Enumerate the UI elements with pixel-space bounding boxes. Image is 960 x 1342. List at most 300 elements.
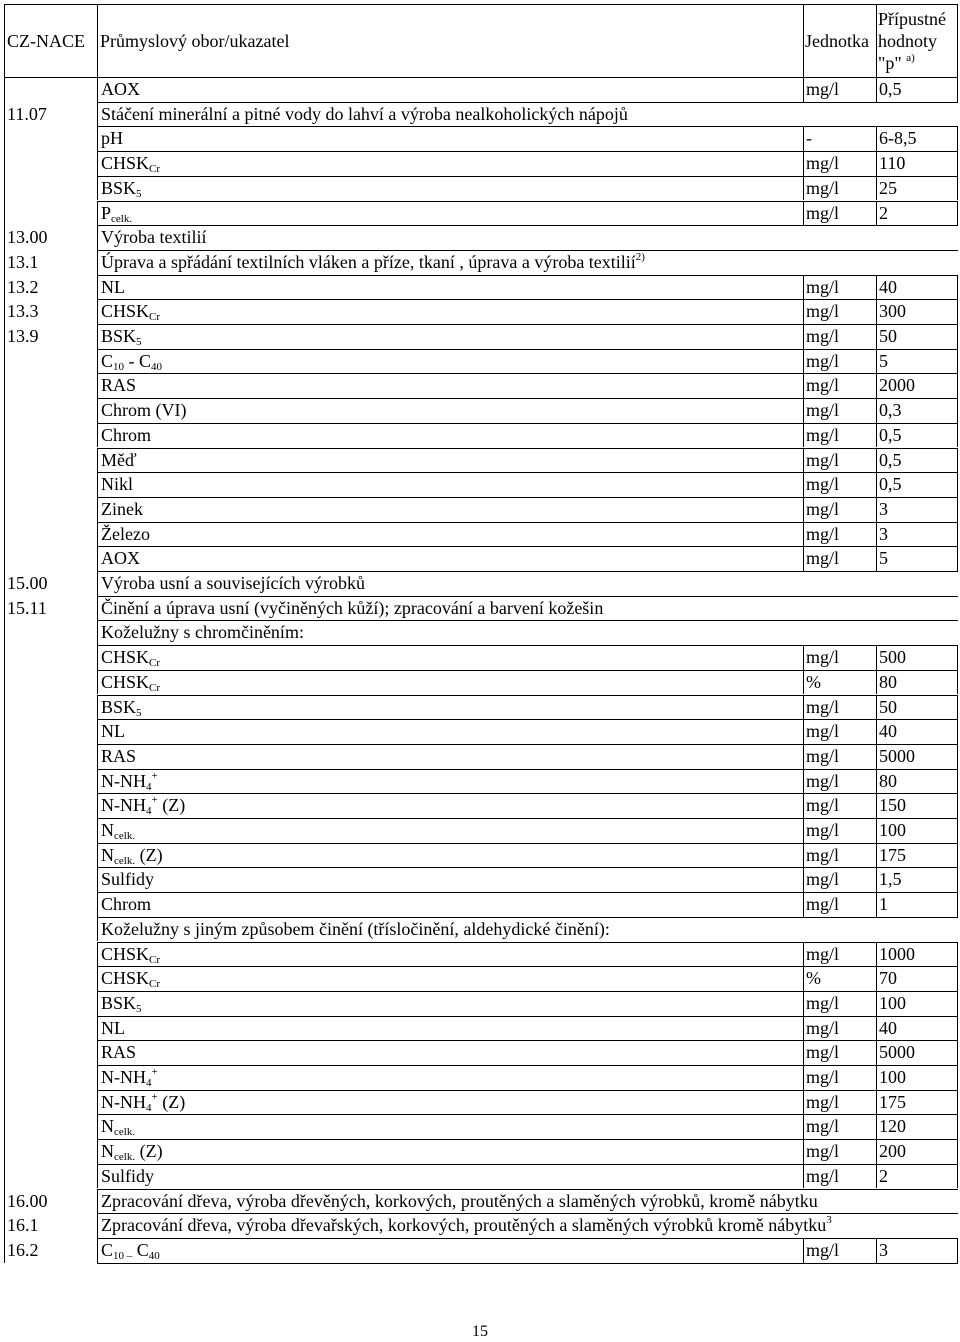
table-right-border — [957, 645, 958, 670]
row-unit: mg/l — [806, 770, 840, 791]
subscript: celk. — [114, 1151, 136, 1164]
header-cz-nace: CZ-NACE — [7, 31, 85, 51]
row-unit: mg/l — [806, 79, 840, 99]
subscript: 5 — [136, 187, 142, 200]
row-value: 80 — [879, 671, 897, 692]
header-footnote-a: a) — [906, 52, 915, 64]
table-row-label — [101, 324, 142, 348]
label-text: NL — [101, 721, 125, 742]
row-code: 15.11 — [7, 597, 47, 618]
row-unit: mg/l — [806, 1042, 840, 1063]
column-divider-code — [97, 571, 98, 596]
column-divider-code — [97, 818, 98, 843]
column-divider-value — [876, 991, 877, 1016]
column-divider-value — [876, 1065, 877, 1090]
label-text: Chrom — [101, 424, 152, 445]
table-row-label — [101, 1016, 125, 1040]
column-divider-value — [876, 497, 877, 522]
table-right-border — [957, 843, 958, 868]
row-value: 200 — [879, 1141, 906, 1162]
column-divider-value — [876, 719, 877, 744]
table-right-border — [957, 201, 958, 226]
table-right-border — [957, 299, 958, 324]
subscript: 4 — [146, 805, 152, 818]
subscript: 40 — [148, 1249, 160, 1262]
header-obor: Průmyslový obor/ukazatel — [100, 31, 290, 51]
column-divider-value — [876, 670, 877, 695]
row-unit: mg/l — [806, 745, 840, 766]
column-divider-value — [876, 349, 877, 374]
label-text: BSK — [101, 326, 137, 346]
label-text: Výroba usní a souvisejících výrobků — [101, 573, 365, 593]
label-text: NL — [101, 1017, 125, 1038]
table-right-border — [957, 472, 958, 497]
label-text: Stáčení minerální a pitné vody do lahví a výroba nealkoholických nápojů — [101, 103, 628, 124]
column-divider-code — [97, 1016, 98, 1041]
row-value: 300 — [879, 301, 906, 322]
table-row-label — [101, 571, 365, 595]
row-unit: mg/l — [806, 523, 840, 544]
table-row-label — [101, 102, 628, 126]
column-divider-code — [97, 77, 98, 102]
label-text: N — [101, 820, 114, 840]
table-row-label — [101, 151, 160, 175]
row-value: 50 — [879, 326, 897, 346]
table-row-label — [101, 1114, 135, 1138]
table-row-label — [101, 596, 603, 620]
label-text: N — [101, 1116, 114, 1137]
column-divider-code — [97, 1213, 98, 1238]
column-divider-unit — [803, 818, 804, 843]
table-right-border — [957, 892, 958, 917]
label-text: NL — [101, 276, 125, 297]
label-text: Měď — [101, 449, 137, 470]
row-unit: mg/l — [806, 820, 840, 840]
column-divider-unit — [803, 892, 804, 917]
row-value: 175 — [879, 844, 906, 865]
row-value: 175 — [879, 1091, 906, 1112]
table-right-border — [957, 522, 958, 547]
column-divider-value — [876, 398, 877, 423]
table-row-label — [101, 1189, 818, 1213]
header-p-label: "p" — [878, 53, 902, 73]
table-row-label — [101, 793, 185, 817]
row-unit: mg/l — [806, 1017, 840, 1038]
label-text: CHSK — [101, 301, 150, 322]
column-divider-value — [876, 818, 877, 843]
subscript: Cr — [149, 163, 161, 176]
table-row-label — [101, 670, 160, 694]
column-divider-unit — [803, 670, 804, 695]
column-divider-unit — [803, 176, 804, 201]
column-divider-code — [97, 472, 98, 497]
table-right-border — [957, 349, 958, 374]
subscript: 10 — [113, 360, 125, 373]
label-text: Chrom (VI) — [101, 400, 187, 421]
label-text: AOX — [101, 548, 140, 569]
table-right-border — [957, 423, 958, 448]
column-divider-unit — [803, 324, 804, 349]
row-value: 0,5 — [879, 474, 902, 495]
table-right-border — [957, 1040, 958, 1065]
column-divider-value — [876, 151, 877, 176]
table-row-label — [101, 991, 142, 1015]
table-row-label — [101, 1238, 160, 1262]
column-divider-code — [97, 275, 98, 300]
column-divider-code — [97, 126, 98, 151]
row-unit: mg/l — [806, 721, 840, 742]
table-right-border — [957, 769, 958, 794]
row-unit: mg/l — [806, 375, 840, 396]
row-unit: mg/l — [806, 894, 840, 915]
row-value: 40 — [879, 276, 897, 297]
table-row-label — [101, 522, 150, 546]
subscript: Cr — [149, 978, 161, 991]
row-value: 0,3 — [879, 400, 902, 421]
column-divider-value — [876, 373, 877, 398]
column-divider-code — [97, 670, 98, 695]
row-value: 6-8,5 — [879, 128, 917, 149]
table-row-label — [101, 1164, 154, 1188]
row-unit: mg/l — [806, 202, 840, 223]
column-divider-code — [97, 942, 98, 967]
table-top-border — [4, 4, 958, 5]
row-unit: mg/l — [806, 326, 840, 346]
table-right-border — [957, 793, 958, 818]
row-unit: mg/l — [806, 498, 840, 519]
column-divider-code — [97, 1065, 98, 1090]
row-value: 40 — [879, 721, 897, 742]
superscript: + — [151, 1090, 158, 1103]
row-value: 25 — [879, 177, 897, 198]
column-divider-value — [876, 1016, 877, 1041]
row-value: 1,5 — [879, 869, 902, 890]
label-text: CHSK — [101, 153, 150, 174]
table-row-label — [101, 719, 125, 743]
row-unit: mg/l — [806, 153, 840, 174]
column-divider-code — [97, 719, 98, 744]
header-jednotka: Jednotka — [805, 31, 869, 51]
row-unit: mg/l — [806, 400, 840, 421]
column-divider-code — [97, 620, 98, 645]
row-code: 13.3 — [7, 301, 39, 322]
row-unit: mg/l — [806, 548, 840, 569]
column-divider-code — [97, 1040, 98, 1065]
table-row-label — [101, 225, 206, 249]
table-left-border — [4, 4, 5, 1263]
subscript: 4 — [146, 1077, 152, 1089]
table-row-label — [101, 126, 123, 150]
row-unit: mg/l — [806, 992, 840, 1013]
column-divider-code — [97, 1090, 98, 1115]
column-divider-unit — [803, 448, 804, 473]
column-divider-unit — [803, 423, 804, 448]
column-divider-unit — [803, 77, 804, 102]
table-row-label — [101, 423, 151, 447]
column-divider-code — [97, 1164, 98, 1189]
column-divider-value — [876, 1090, 877, 1115]
row-unit: mg/l — [806, 1116, 840, 1137]
column-divider-unit — [803, 867, 804, 892]
row-code: 13.00 — [7, 227, 48, 248]
table-row-label — [101, 1090, 185, 1114]
superscript: + — [151, 769, 158, 782]
column-divider-code — [97, 497, 98, 522]
row-unit: mg/l — [806, 647, 840, 668]
row-unit: mg/l — [806, 177, 840, 198]
column-divider-value — [876, 448, 877, 473]
table-right-border — [957, 744, 958, 769]
header-pripustne-3 — [878, 53, 915, 73]
label-text: AOX — [101, 79, 140, 99]
subscript: 5 — [136, 1002, 142, 1015]
label-text: RAS — [101, 375, 137, 396]
subscript: 40 — [151, 360, 163, 373]
table-right-border — [957, 1065, 958, 1090]
column-divider-unit — [803, 991, 804, 1016]
table-row-label — [101, 497, 143, 521]
row-unit: mg/l — [806, 696, 840, 717]
row-value: 70 — [879, 968, 897, 989]
row-value: 2 — [879, 1165, 888, 1186]
label-text: CHSK — [101, 943, 150, 964]
label-text: Výroba textilií — [101, 227, 207, 248]
column-divider-value — [876, 942, 877, 967]
column-divider-value — [876, 843, 877, 868]
table-right-border — [957, 546, 958, 571]
table-row-label — [101, 448, 137, 472]
column-divider-unit — [803, 719, 804, 744]
table-right-border — [957, 77, 958, 102]
table-right-border — [957, 1016, 958, 1041]
column-divider-unit — [803, 472, 804, 497]
table-row-label — [101, 77, 140, 101]
superscript: + — [151, 794, 158, 807]
row-value: 3 — [879, 498, 888, 519]
row-value: 3 — [879, 1239, 888, 1260]
column-divider-code — [97, 349, 98, 374]
subscript: 5 — [136, 336, 142, 348]
table-right-border — [957, 867, 958, 892]
subscript: Cr — [149, 311, 161, 324]
column-divider-unit-header — [803, 4, 804, 77]
table-row-label — [101, 250, 645, 274]
label-text: RAS — [101, 745, 137, 766]
row-unit: mg/l — [806, 1239, 840, 1260]
row-value: 5 — [879, 548, 888, 569]
column-divider-unit — [803, 1040, 804, 1065]
column-divider-value — [876, 126, 877, 151]
table-row-label — [101, 1065, 158, 1089]
column-divider-code — [97, 423, 98, 448]
table-right-border — [957, 151, 958, 176]
row-unit: mg/l — [806, 449, 840, 470]
label-text: RAS — [101, 1042, 137, 1063]
column-divider-value — [876, 423, 877, 448]
column-divider-value — [876, 1114, 877, 1139]
table-right-border — [957, 1090, 958, 1115]
table-right-border — [957, 373, 958, 398]
table-row-label — [101, 620, 304, 644]
column-divider-unit — [803, 1090, 804, 1115]
label-text: Sulfidy — [101, 1165, 155, 1186]
column-divider-unit — [803, 966, 804, 991]
column-divider-code — [97, 324, 98, 349]
label-text: C — [101, 1239, 114, 1260]
row-value: 110 — [879, 153, 906, 174]
subscript: celk. — [114, 830, 136, 842]
column-divider-unit — [803, 769, 804, 794]
column-divider-value — [876, 966, 877, 991]
row-unit: mg/l — [806, 1165, 840, 1186]
subscript: celk. — [114, 1126, 136, 1139]
column-divider-value — [876, 201, 877, 226]
label-text: Chrom — [101, 894, 152, 915]
label-text: N — [101, 844, 114, 865]
column-divider-code — [97, 546, 98, 571]
table-row-label — [101, 349, 162, 373]
subscript: 10 – — [113, 1249, 133, 1262]
row-value: 5000 — [879, 745, 915, 766]
column-divider-value — [876, 522, 877, 547]
table-right-border — [957, 1114, 958, 1139]
row-value: 0,5 — [879, 79, 902, 99]
row-separator — [97, 126, 958, 127]
row-value: 100 — [879, 1067, 906, 1087]
row-separator — [97, 1263, 958, 1264]
table-right-border — [957, 670, 958, 695]
column-divider-value — [876, 744, 877, 769]
label-text: Zinek — [101, 498, 143, 519]
row-unit: mg/l — [806, 795, 840, 816]
table-row-label — [101, 942, 160, 966]
superscript: 2) — [635, 250, 645, 263]
row-value: 120 — [879, 1116, 906, 1137]
column-divider-code — [97, 225, 98, 250]
row-code: 16.1 — [7, 1215, 39, 1236]
subscript: 5 — [136, 706, 142, 719]
label-text: N-NH — [101, 770, 146, 791]
column-divider-value — [876, 1164, 877, 1189]
label-text: Koželužny s jiným způsobem činění (třísločinění, aldehydické činění): — [101, 918, 610, 939]
row-value: 1000 — [879, 943, 915, 964]
column-divider-unit — [803, 151, 804, 176]
table-row-label — [101, 695, 142, 719]
column-divider-code — [97, 373, 98, 398]
table-right-border — [957, 942, 958, 967]
column-divider-code — [97, 1238, 98, 1263]
label-text: N — [101, 1141, 114, 1162]
label-text-suffix: (Z) — [135, 844, 163, 865]
column-divider-unit — [803, 1164, 804, 1189]
row-unit: mg/l — [806, 1067, 840, 1087]
table-right-border — [957, 324, 958, 349]
row-value: 1 — [879, 894, 888, 915]
row-value: 40 — [879, 1017, 897, 1038]
label-text: Nikl — [101, 474, 134, 495]
column-divider-value — [876, 793, 877, 818]
table-row-label — [101, 1213, 832, 1237]
table-row-label — [101, 373, 136, 397]
column-divider-code — [97, 695, 98, 720]
row-code: 13.1 — [7, 251, 39, 272]
column-divider-unit — [803, 1016, 804, 1041]
column-divider-value — [876, 645, 877, 670]
label-text: Sulfidy — [101, 869, 155, 890]
column-divider-value — [876, 695, 877, 720]
table-right-border — [957, 1139, 958, 1164]
row-unit: % — [806, 968, 821, 989]
column-divider-value — [876, 867, 877, 892]
column-divider-code — [97, 151, 98, 176]
table-right-border — [957, 398, 958, 423]
table-row-label — [101, 1040, 136, 1064]
table-row-label — [101, 275, 125, 299]
table-row-label — [101, 917, 610, 941]
table-row-label — [101, 818, 135, 842]
label-text: Zpracování dřeva, výroba dřevařských, korkových, proutěných a slaměných výrobků kromě nábytku — [101, 1215, 827, 1236]
row-unit: % — [806, 671, 821, 692]
row-separator — [97, 670, 958, 671]
table-row-label — [101, 472, 133, 496]
column-divider-code — [97, 522, 98, 547]
column-divider-value — [876, 769, 877, 794]
subscript: 4 — [146, 780, 152, 793]
row-unit: mg/l — [806, 474, 840, 495]
label-text: N-NH — [101, 795, 146, 816]
row-code: 16.00 — [7, 1190, 48, 1211]
label-text: Koželužny s chromčiněním: — [101, 622, 304, 643]
label-text: Železo — [101, 523, 150, 544]
table-right-border — [957, 126, 958, 151]
table-right-border — [957, 1238, 958, 1263]
column-divider-value — [876, 77, 877, 102]
label-text: BSK — [101, 696, 137, 717]
table-row-label — [101, 867, 154, 891]
column-divider-code — [97, 398, 98, 423]
table-right-border — [957, 991, 958, 1016]
column-divider-code — [97, 769, 98, 794]
column-divider-unit — [803, 843, 804, 868]
table-row-label — [101, 1139, 163, 1163]
table-row-label — [101, 546, 140, 570]
column-divider-unit — [803, 793, 804, 818]
label-text-suffix: - C — [124, 350, 152, 371]
column-divider-unit — [803, 398, 804, 423]
column-divider-code — [97, 966, 98, 991]
column-divider-value — [876, 1139, 877, 1164]
label-text-suffix: C — [132, 1239, 149, 1260]
label-text: CHSK — [101, 671, 150, 692]
row-value: 50 — [879, 696, 897, 717]
column-divider-code — [97, 892, 98, 917]
table-row-label — [101, 176, 142, 200]
column-divider-code — [97, 448, 98, 473]
row-value: 2000 — [879, 375, 915, 396]
column-divider-value — [876, 275, 877, 300]
row-unit: mg/l — [806, 844, 840, 865]
column-divider-unit — [803, 126, 804, 151]
table-right-border-header — [957, 4, 958, 77]
table-row-label — [101, 398, 186, 422]
column-divider-code — [97, 645, 98, 670]
row-unit: mg/l — [806, 301, 840, 322]
label-text: CHSK — [101, 647, 150, 668]
row-code: 11.07 — [7, 103, 47, 124]
column-divider-unit — [803, 744, 804, 769]
column-divider-unit — [803, 695, 804, 720]
column-divider-code — [97, 991, 98, 1016]
